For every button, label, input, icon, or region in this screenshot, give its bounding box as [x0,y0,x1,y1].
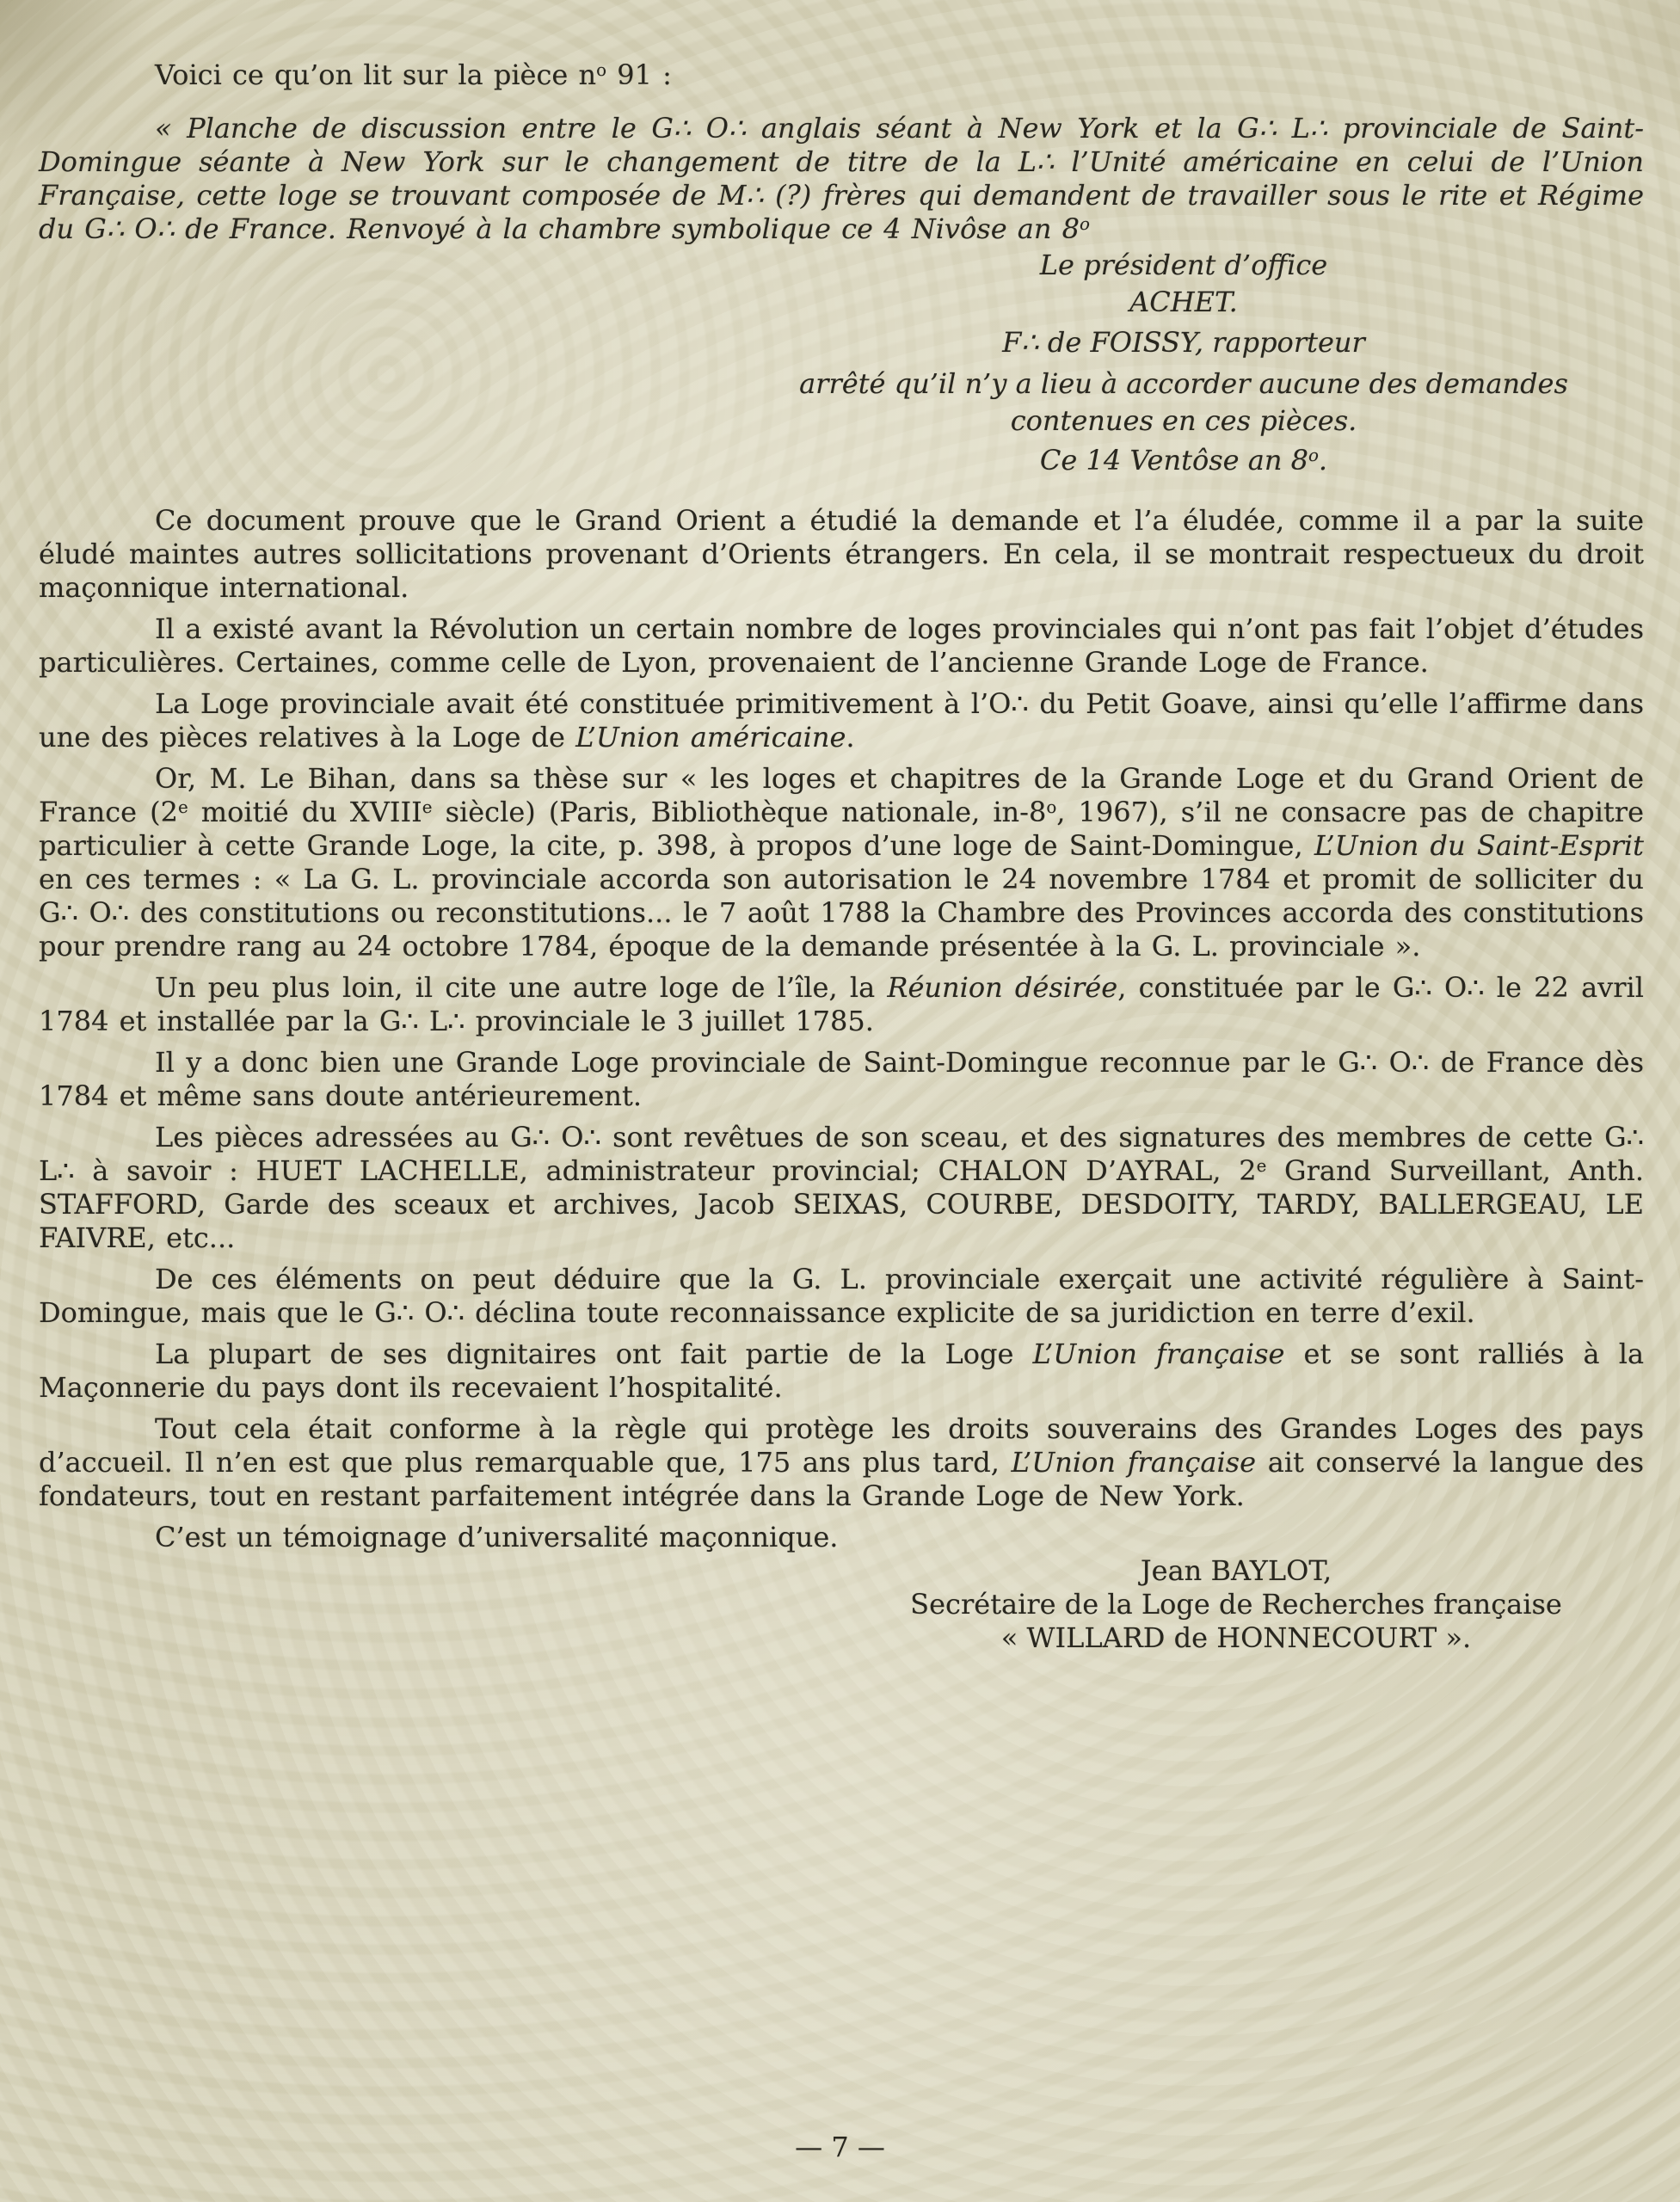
body-paragraph-10 [39,1412,1644,1513]
text-run: 91 : [606,58,672,91]
text-run: Il y a donc bien une Grande Loge provinciale de Saint-Domingue reconnue par le G∴ O∴ de France dès 1784 et même sans doute antérieurement. [39,1046,1644,1112]
attribution-rapporteur [381,324,1680,361]
attribution-president-line [381,247,1680,284]
body-paragraph-1-line [39,504,1644,605]
closing-paragraph [39,1521,1644,1554]
superscript: o [1080,214,1090,235]
attribution-date-line [381,442,1680,479]
body-paragraph-8 [39,1263,1644,1330]
italic-run: L’Union américaine [575,721,846,753]
attribution-rapporteur-line [381,324,1680,361]
text-run: Secrétaire de la Loge de Recherches française [910,1588,1562,1621]
attribution-arrete-line [381,366,1680,403]
text-run: Grand Surveillant, Anth. STAFFORD, Garde des sceaux et archives, Jacob SEIXAS, COURBE, DESDOITY, TARDY, BALLERGEAU, LE FAIVRE, etc... [39,1154,1645,1254]
body-paragraph-2 [39,612,1644,680]
body-paragraph-1 [39,504,1644,605]
page-content [39,58,1644,1655]
quote-paragraph [39,112,1644,246]
italic-run: L’Union française [1032,1338,1285,1370]
signature-line [434,1588,1680,1621]
text-run: La Loge provinciale avait été constituée primitivement à l’O∴ du Petit Goave, ainsi qu’elle l’affirme dans une des pièces relatives à la Loge de [39,687,1644,753]
body-paragraph-6 [39,1046,1644,1113]
signature-line [434,1621,1680,1655]
text-run: arrêté qu’il n’y a lieu à accorder aucune des demandes [799,367,1568,400]
page-number: — 7 — [795,2131,885,2163]
text-run: ait conservé la langue des fondateurs, tout en restant parfaitement intégrée dans la Grande Loge de New York. [39,1446,1645,1512]
body-paragraph-5 [39,971,1644,1038]
text-run: « Planche de discussion entre le G∴ O∴ anglais séant à New York et la G∴ L∴ provinciale de Saint-Domingue séante à New York sur le changement de titre de la L∴ l’Unité américaine en celui de l’Union Française, cette loge se trouvant composée de M∴ (?) frères qui demandent de travailler sous le rite et Régime du G∴ O∴ de France. Renvoyé à la chambre symbolique ce 4 Nivôse an 8 [39,112,1644,245]
text-run: . [846,721,855,753]
italic-run: L’Union française [1011,1446,1257,1479]
text-run: De ces éléments on peut déduire que la G. L. provinciale exerçait une activité régulière à Saint-Domingue, mais que le G∴ O∴ déclina toute reconnaissance explicite de sa juridiction en terre d’exil. [39,1263,1644,1329]
text-run: Ce document prouve que le Grand Orient a étudié la demande et l’a éludée, comme il a par la suite éludé maintes autres sollicitations provenant d’Orients étrangers. En cela, il se montrait respectueux du droit maçonnique international. [39,504,1644,604]
body-paragraph-7 [39,1121,1644,1255]
intro-paragraph-line [39,58,1644,92]
quote-paragraph-line [39,112,1644,246]
text-run: « WILLARD de HONNECOURT ». [1000,1621,1472,1654]
attribution-president [381,247,1680,321]
body-paragraph-4-line [39,762,1644,963]
body-paragraph-6-line [39,1046,1644,1113]
italic-run: Réunion désirée [887,971,1118,1004]
text-run: . [1318,444,1328,477]
text-run: siècle) (Paris, Bibliothèque nationale, in-8 [432,796,1047,828]
text-run: en ces termes : « La G. L. provinciale accorda son autorisation le 24 novembre 1784 et promit de solliciter du G∴ O∴ des constitutions ou reconstitutions... le 7 août 1788 la Chambre des Provinces accorda des constitutions pour prendre rang au 24 octobre 1784, époque de la demande présentée à la G. L. provinciale ». [39,863,1644,963]
text-run: ACHET. [1129,286,1238,318]
intro-paragraph [39,58,1644,92]
italic-run: L’Union du Saint-Esprit [1314,829,1645,862]
body-paragraph-4 [39,762,1644,963]
body-paragraph-10-line [39,1412,1644,1513]
text-run: C’est un témoignage d’universalité maçonnique. [155,1521,839,1553]
attribution-date [381,442,1680,479]
superscript: e [177,797,188,818]
text-run: et se sont ralliés à la Maçonnerie du pays dont ils recevaient l’hospitalité. [39,1338,1645,1404]
text-run: F∴ de FOISSY, rapporteur [1002,326,1365,359]
body-paragraph-8-line [39,1263,1644,1330]
superscript: o [596,60,607,81]
signature-line [434,1554,1680,1588]
body-paragraph-3-line [39,687,1644,754]
superscript: e [422,797,433,818]
body-paragraph-9 [39,1338,1644,1405]
superscript: e [1256,1156,1267,1177]
text-run: Ce 14 Ventôse an 8 [1039,444,1308,477]
text-run: Les pièces adressées au G∴ O∴ sont revêtues de son sceau, et des signatures des membres de cette G∴ L∴ à savoir : HUET LACHELLE, administrateur provincial; CHALON D’AYRAL, 2 [39,1121,1644,1187]
text-run: Jean BAYLOT, [1140,1554,1332,1587]
body-paragraph-3 [39,687,1644,754]
attribution-arrete [381,366,1680,440]
closing-paragraph-line [39,1521,1644,1554]
attribution-arrete-line [381,403,1680,440]
body-paragraph-9-line [39,1338,1644,1405]
superscript: o [1046,797,1057,818]
body-paragraph-5-line [39,971,1644,1038]
body-paragraph-2-line [39,612,1644,680]
signature [434,1554,1680,1655]
text-run: Un peu plus loin, il cite une autre loge de l’île, la [155,971,888,1004]
text-run: La plupart de ses dignitaires ont fait partie de la Loge [155,1338,1033,1370]
attribution-president-line [381,284,1680,321]
superscript: o [1308,446,1319,466]
text-run: Or, M. Le Bihan, dans sa thèse sur « les loges et chapitres de la Grande Loge et du Grand Orient de France (2 [39,762,1644,828]
body-paragraph-7-line [39,1121,1644,1255]
text-run: moitié du XVIII [188,796,422,828]
text-run: , 1967), s’il ne consacre pas de chapitre particulier à cette Grande Loge, la cite, p. 398, à propos d’une loge de Saint-Domingue, [39,796,1645,862]
text-run: Voici ce qu’on lit sur la pièce n [155,58,597,91]
text-run: , constituée par le G∴ O∴ le 22 avril 1784 et installée par la G∴ L∴ provinciale le 3 juillet 1785. [39,971,1645,1037]
text-run: Le président d’office [1039,249,1328,281]
text-run: Tout cela était conforme à la règle qui protège les droits souverains des Grandes Loges des pays d’accueil. Il n’en est que plus remarquable que, 175 ans plus tard, [39,1412,1644,1479]
text-run: Il a existé avant la Révolution un certain nombre de loges provinciales qui n’ont pas fait l’objet d’études particulières. Certaines, comme celle de Lyon, provenaient de l’ancienne Grande Loge de France. [39,612,1644,679]
text-run: contenues en ces pièces. [1010,404,1357,437]
